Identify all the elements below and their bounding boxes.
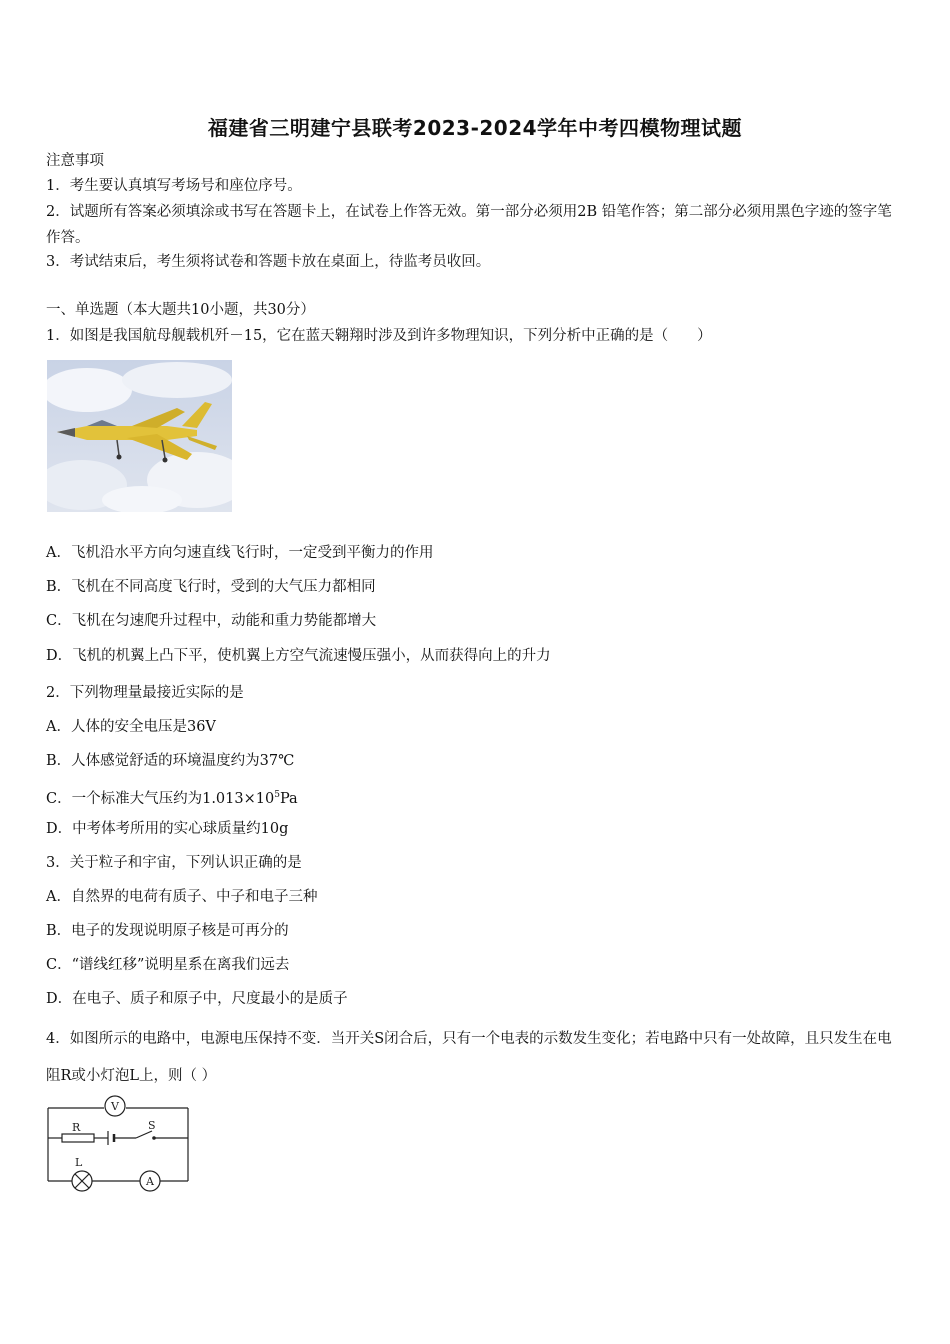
question-2-option: A．人体的安全电压是36V: [46, 719, 216, 735]
notice-item: 2．试题所有答案必须填涂或书写在答题卡上，在试卷上作答无效。第一部分必须用2B 铅笔作答；第二部分必须用黑色字迹的签字笔作答。: [46, 204, 892, 246]
question-4-stem: 4．如图所示的电路中，电源电压保持不变．当开关S闭合后，只有一个电表的示数发生变化；若电路中只有一处故障，且只发生在电阻R或小灯泡L上，则（ ）: [46, 1031, 892, 1084]
question-1-option: D．飞机的机翼上凸下平，使机翼上方空气流速慢压强小，从而获得向上的升力: [46, 648, 551, 664]
circuit-diagram: [44, 1093, 194, 1193]
question-1-option: A．飞机沿水平方向匀速直线飞行时，一定受到平衡力的作用: [46, 545, 434, 561]
notice-item: 1．考生要认真填写考场号和座位序号。: [46, 178, 302, 194]
question-3-option: C．“谱线红移”说明星系在离我们远去: [46, 957, 290, 973]
resistor-label: R: [72, 1121, 81, 1134]
question-3-option: A．自然界的电荷有质子、中子和电子三种: [46, 889, 318, 905]
question-3-option: B．电子的发现说明原子核是可再分的: [46, 923, 289, 939]
question-2-stem: 2．下列物理量最接近实际的是: [46, 685, 244, 701]
question-1-stem: 1．如图是我国航母舰载机歼－15，它在蓝天翱翔时涉及到许多物理知识，下列分析中正确的是（ ）: [46, 328, 712, 344]
question-2-option: B．人体感觉舒适的环境温度约为37℃: [46, 753, 295, 769]
ammeter-label: A: [146, 1175, 154, 1188]
question-1-option: C．飞机在匀速爬升过程中，动能和重力势能都增大: [46, 613, 377, 629]
fighter-jet-image: [47, 360, 232, 512]
page-title: 福建省三明建宁县联考2023-2024学年中考四模物理试题: [207, 116, 743, 140]
lamp-label: L: [75, 1156, 83, 1169]
question-3-stem: 3．关于粒子和宇宙，下列认识正确的是: [46, 855, 302, 871]
question-2-option: C．一个标准大气压约为$1.013\times 10^5Pa$: [46, 790, 298, 807]
section-heading: 一、单选题（本大题共10小题，共30分）: [46, 302, 315, 318]
question-3-option: D．在电子、质子和原子中，尺度最小的是质子: [46, 991, 348, 1007]
notice-heading: 注意事项: [46, 153, 104, 169]
question-2-option: D．中考体考所用的实心球质量约10g: [46, 821, 289, 837]
notice-item: 3．考试结束后，考生须将试卷和答题卡放在桌面上，待监考员收回。: [46, 254, 491, 270]
switch-label: S: [148, 1119, 156, 1132]
question-1-option: B．飞机在不同高度飞行时，受到的大气压力都相同: [46, 579, 376, 595]
voltmeter-label: V: [111, 1100, 119, 1113]
